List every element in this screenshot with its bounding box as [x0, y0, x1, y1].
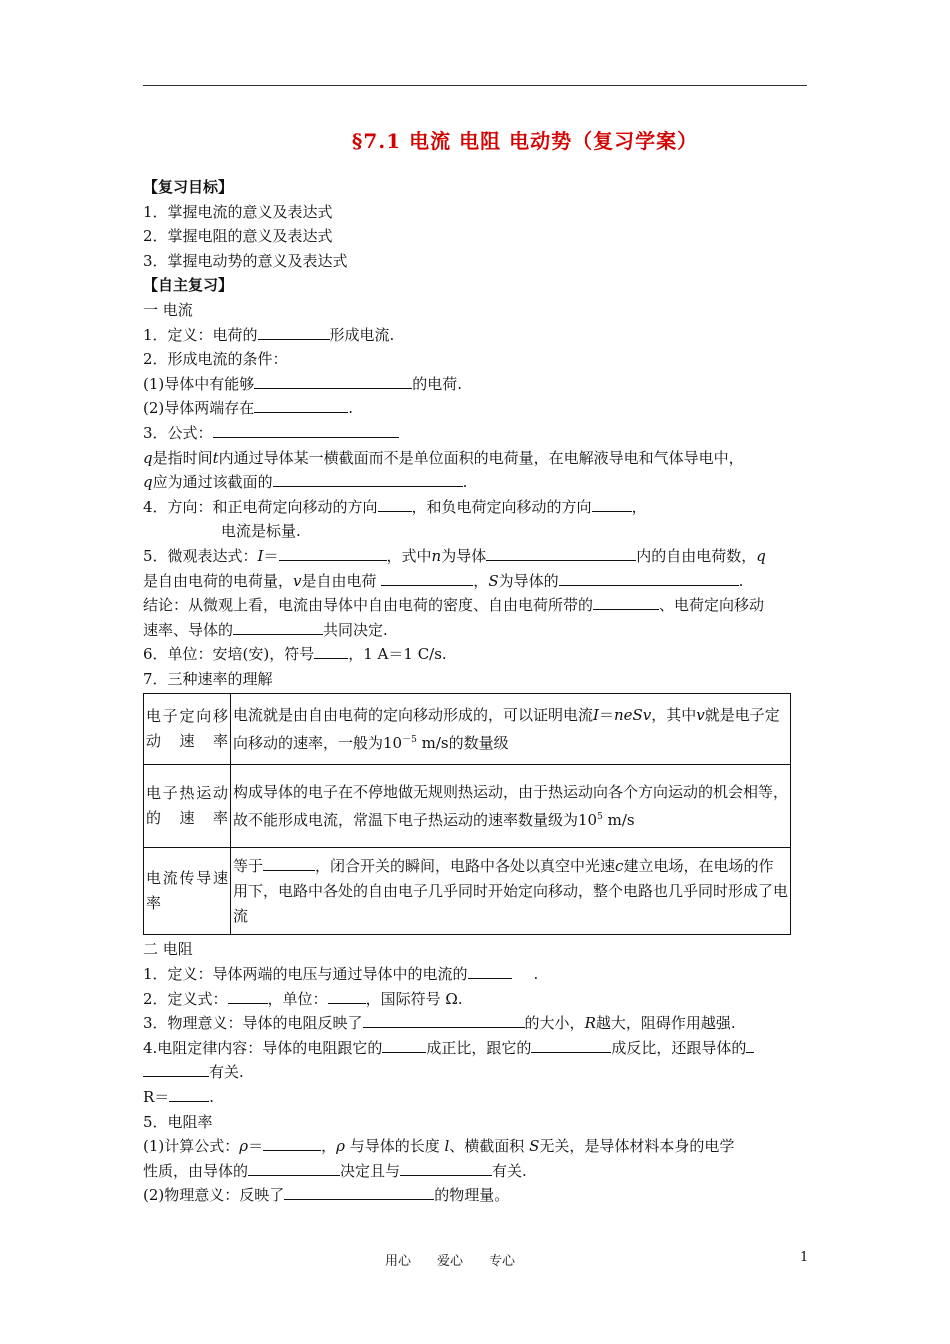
blank[interactable]	[593, 594, 659, 610]
resistance-equation: R＝ .	[143, 1088, 215, 1107]
blank[interactable]	[254, 397, 348, 413]
resistance-meaning: 3．物理意义：导体的电阻反映了 的大小，R越大，阻碍作用越强.	[143, 1014, 736, 1033]
rate-desc: 等于 ，闭合开关的瞬间，电路中各处以真空中光速c建立电场，在电场的作用下，电路中各处的自由电子几乎同时开始定向移动，整个电路也几乎同时形成了电流	[231, 848, 791, 935]
rates-heading: 7．三种速率的理解	[143, 669, 273, 688]
rate-key: 电子热运动的速率	[144, 765, 231, 848]
blank[interactable]	[143, 1061, 209, 1077]
blank[interactable]	[254, 373, 412, 389]
resistivity-formula: (1)计算公式：ρ＝ ，ρ 与导体的长度 l、横截面积 S无关，是导体材料本身的电学	[143, 1137, 735, 1156]
current-formula: 3．公式：	[143, 421, 809, 446]
micro-expression: 5．微观表达式：I＝ ，式中n为导体 内的自由电荷数，q	[143, 546, 766, 565]
header-rule	[143, 85, 807, 86]
current-scalar: 电流是标量.	[221, 522, 301, 541]
resistance-formula: 2．定义式： ，单位： ，国际符号 Ω.	[143, 989, 463, 1008]
table-row	[144, 848, 791, 935]
blank[interactable]	[746, 1037, 754, 1053]
goal-item: 1．掌握电流的意义及表达式	[143, 202, 333, 221]
rates-table	[143, 693, 791, 935]
table-row	[144, 694, 791, 765]
blank[interactable]	[169, 1086, 209, 1102]
blank[interactable]	[559, 570, 739, 586]
current-unit: 6．单位：安培(安)，符号 ，1 A＝1 C/s.	[143, 645, 447, 664]
blank[interactable]	[233, 619, 323, 635]
page-title: §7.1 电流 电阻 电动势（复习学案）	[351, 129, 699, 153]
page-number: 1	[800, 1250, 809, 1265]
goal-item: 3．掌握电动势的意义及表达式	[143, 251, 348, 270]
micro-expression-2: 是自由电荷的电荷量，v是自由电荷 ，S为导体的 .	[143, 571, 744, 590]
blank[interactable]	[378, 496, 412, 512]
blank[interactable]	[382, 1037, 426, 1053]
conclusion-2: 速率、导体的 共同决定.	[143, 620, 388, 639]
conclusion: 结论：从微观上看，电流由导体中自由电荷的密度、自由电荷所带的 、电荷定向移动	[143, 596, 765, 615]
current-conditions: 2．形成电流的条件：	[143, 350, 288, 369]
blank[interactable]	[228, 988, 268, 1004]
blank[interactable]	[468, 963, 512, 979]
resistance-definition: 1．定义：导体两端的电压与通过导体中的电流的 .	[143, 965, 539, 984]
goals-heading: 【复习目标】	[143, 178, 234, 196]
blank[interactable]	[258, 324, 330, 340]
blank[interactable]	[381, 570, 473, 586]
blank[interactable]	[273, 471, 463, 487]
blank[interactable]	[284, 1184, 434, 1200]
resistance-law: 4.电阻定律内容：导体的电阻跟它的 成正比，跟它的 成反比，还跟导体的	[143, 1036, 809, 1061]
current-definition: 1．定义：电荷的 形成电流.	[143, 325, 395, 344]
blank[interactable]	[279, 545, 387, 561]
q-explanation-2: q应为通过该截面的 .	[143, 473, 468, 492]
blank[interactable]	[486, 545, 636, 561]
blank[interactable]	[248, 1160, 340, 1176]
rate-desc: 构成导体的电子在不停地做无规则热运动，由于热运动向各个方向运动的机会相等，故不能形成电流，常温下电子热运动的速率数量级为$10^5$ m/s	[231, 765, 791, 848]
resistivity-heading: 5．电阻率	[143, 1112, 213, 1131]
q-explanation: q是指时间t内通过导体某一横截面而不是单位面积的电荷量，在电解液导电和气体导电中，	[143, 448, 744, 467]
blank[interactable]	[328, 988, 366, 1004]
condition-2: (2)导体两端存在 .	[143, 399, 354, 418]
blank[interactable]	[531, 1037, 611, 1053]
blank[interactable]	[263, 1135, 321, 1151]
resistivity-formula-2: 性质，由导体的 决定且与 有关.	[143, 1161, 527, 1180]
current-direction: 4．方向：和正电荷定向移动的方向 ，和负电荷定向移动的方向 ，	[143, 497, 647, 516]
review-heading: 【自主复习】	[143, 276, 234, 295]
rate-key: 电流传导速率	[144, 848, 231, 935]
footer-motto: 用心 爱心 专心	[385, 1254, 516, 1269]
blank[interactable]	[263, 855, 315, 871]
goal-item: 2．掌握电阻的意义及表达式	[143, 227, 333, 246]
blank[interactable]	[592, 496, 632, 512]
rate-desc: 电流就是由自由电荷的定向移动形成的，可以证明电流I＝neSv，其中v就是电子定向移动的速率，一般为$10^{-5}$ m/s的数量级	[231, 694, 791, 765]
resistance-law-2: 有关.	[143, 1060, 809, 1085]
section-resistance-heading: 二 电阻	[143, 940, 193, 959]
rate-key: 电子定向移动速率	[144, 694, 231, 765]
blank[interactable]	[363, 1012, 525, 1028]
table-row	[144, 765, 791, 848]
resistivity-meaning: (2)物理意义：反映了 的物理量。	[143, 1186, 510, 1205]
blank[interactable]	[314, 643, 348, 659]
blank[interactable]	[400, 1160, 492, 1176]
blank[interactable]	[213, 422, 399, 438]
section-current-heading: 一 电流	[143, 300, 193, 319]
content	[143, 175, 809, 1208]
condition-1: (1)导体中有能够 的电荷.	[143, 374, 463, 393]
